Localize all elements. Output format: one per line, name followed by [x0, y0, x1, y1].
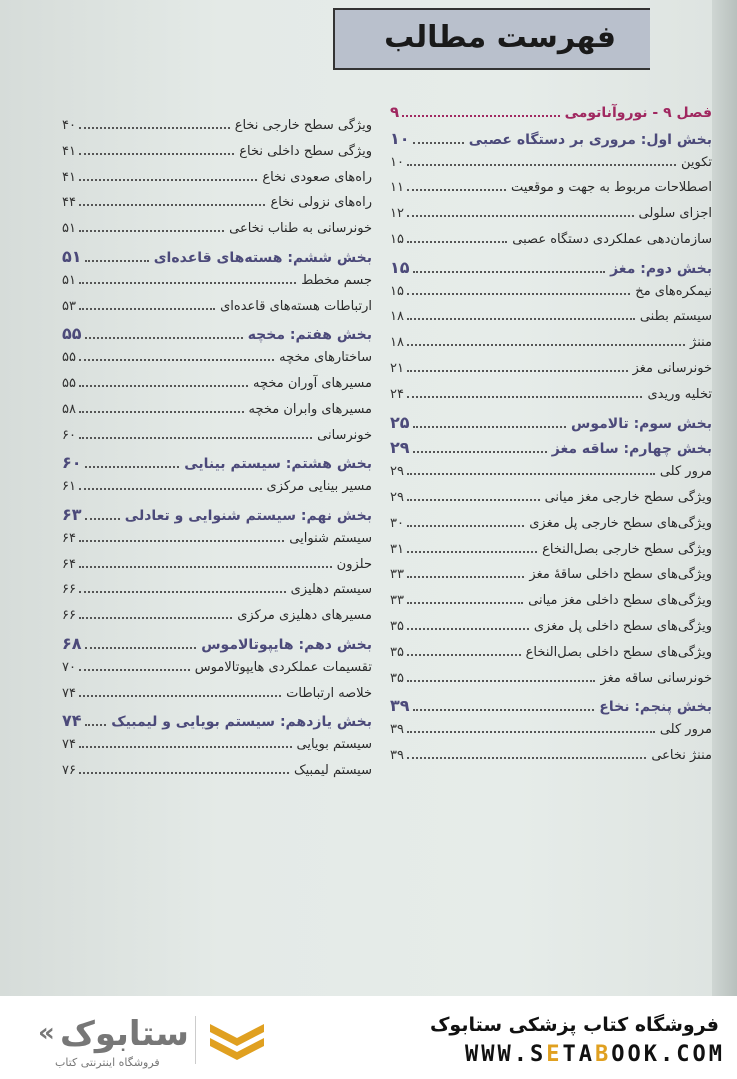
toc-page-number: ۱۲ — [390, 206, 404, 222]
toc-entry-label: مسیرهای دهلیزی مرکزی — [237, 608, 372, 624]
book-spine-shadow — [712, 0, 737, 996]
toc-entry — [390, 361, 712, 376]
leader-dots — [79, 746, 292, 748]
leader-dots — [79, 488, 262, 490]
toc-page-number: ۲۴ — [390, 386, 404, 402]
toc-entry — [62, 170, 372, 185]
leader-dots — [407, 370, 628, 372]
leader-dots — [407, 654, 521, 656]
url-part: OOK.COM — [611, 1042, 725, 1067]
toc-page-number: ۵۳ — [62, 298, 76, 314]
toc-page-number: ۴۱ — [62, 169, 76, 185]
toc-entry — [390, 542, 712, 557]
toc-entry — [62, 557, 372, 572]
toc-entry-label: بخش هفتم: مخچه — [247, 327, 372, 344]
leader-dots — [79, 179, 257, 181]
toc-entry-label: مرور کلی — [659, 464, 712, 480]
toc-entry-label: تخلیه وریدی — [647, 386, 712, 402]
leader-dots — [413, 426, 566, 428]
toc-page-number: ۳۹ — [390, 748, 404, 763]
leader-dots — [85, 724, 107, 726]
toc-page-number: ۲۹ — [390, 490, 404, 505]
toc-entry-label: فصل ۹ - نوروآناتومی — [564, 105, 712, 121]
toc-section-heading — [390, 258, 712, 277]
toc-entry — [62, 118, 372, 133]
toc-entry-label: بخش پنجم: نخاع — [599, 699, 712, 716]
toc-section-heading — [62, 634, 372, 653]
toc-page-number: ۳۵ — [390, 619, 404, 634]
toc-page-number: ۶۸ — [62, 634, 82, 653]
leader-dots — [79, 127, 230, 129]
toc-entry-label: بخش نهم: سیستم شنوایی و تعادلی — [124, 508, 372, 524]
leader-dots — [413, 451, 547, 453]
leader-dots — [413, 271, 606, 273]
toc-entry — [390, 206, 712, 221]
toc-entry-label: تکوین — [680, 154, 712, 170]
leader-dots — [407, 396, 643, 398]
leader-dots — [85, 337, 243, 339]
toc-entry — [62, 402, 372, 417]
toc-entry-label: بخش یازدهم: سیستم بویایی و لیمبیک — [111, 714, 372, 731]
toc-page-number: ۶۶ — [62, 608, 76, 624]
toc-page-number: ۳۳ — [390, 593, 404, 609]
toc-entry — [390, 619, 712, 634]
toc-entry-label: اجزای سلولی — [638, 206, 712, 222]
leader-dots — [407, 602, 523, 604]
toc-section-heading — [62, 247, 372, 266]
toc-section-heading — [390, 129, 712, 148]
leader-dots — [79, 359, 274, 361]
toc-entry-label: خلاصه ارتباطات — [286, 685, 372, 701]
leader-dots — [79, 308, 215, 310]
leader-dots — [79, 591, 286, 593]
toc-entry-label: راه‌های صعودی نخاع — [262, 169, 372, 185]
toc-section-heading — [62, 324, 372, 343]
leader-dots — [79, 617, 232, 619]
toc-page-number: ۵۱ — [62, 221, 76, 237]
store-url[interactable] — [465, 1042, 725, 1067]
toc-entry-label: سیستم شنوایی — [289, 530, 372, 546]
toc-entry-label: بخش سوم: تالاموس — [571, 415, 712, 432]
leader-dots — [407, 164, 676, 166]
toc-entry-label: خونرسانی مغز — [632, 361, 712, 376]
toc-entry — [390, 464, 712, 479]
toc-entry — [390, 645, 712, 660]
leader-dots — [402, 115, 559, 117]
toc-page-number: ۶۴ — [62, 556, 76, 572]
leader-dots — [79, 540, 284, 542]
toc-entry — [62, 428, 372, 443]
leader-dots — [407, 293, 630, 295]
toc-entry — [390, 490, 712, 505]
toc-page-number: ۷۴ — [62, 711, 82, 731]
store-footer — [0, 996, 737, 1079]
toc-entry-label: ویژگی‌های سطح داخلی مغز میانی — [528, 593, 712, 609]
toc-entry-label: مننژ نخاعی — [651, 748, 712, 763]
leader-dots — [407, 731, 655, 733]
leader-dots — [79, 411, 244, 413]
toc-entry — [390, 284, 712, 299]
toc-entry — [62, 479, 372, 494]
toc-entry — [390, 180, 712, 195]
toc-entry — [62, 608, 372, 623]
url-accent-b: B — [595, 1042, 612, 1067]
toc-entry — [62, 350, 372, 365]
toc-entry-label: بخش چهارم: ساقه مغز — [551, 441, 712, 458]
toc-page-number: ۲۵ — [390, 412, 410, 432]
leader-dots — [413, 142, 464, 144]
toc-entry — [390, 387, 712, 402]
toc-page-number: ۲۹ — [390, 464, 404, 480]
toc-chapter-heading — [390, 103, 712, 121]
toc-section-heading — [390, 413, 712, 432]
leader-dots — [413, 709, 595, 711]
page-title: فهرست مطالب — [384, 20, 616, 55]
toc-entry-label: ارتباطات هسته‌های قاعده‌ای — [220, 298, 372, 314]
toc-page-number: ۵۸ — [62, 401, 76, 417]
toc-entry-label: سیستم بویایی — [296, 737, 372, 753]
toc-entry — [390, 722, 712, 737]
toc-entry — [390, 155, 712, 170]
toc-entry-label: سیستم دهلیزی — [290, 582, 372, 598]
toc-page-number: ۳۰ — [390, 515, 404, 531]
leader-dots — [79, 772, 289, 774]
toc-page-number: ۵۱ — [62, 247, 82, 266]
leader-dots — [79, 204, 265, 206]
toc-entry-label: ویژگی‌های سطح خارجی پل مغزی — [529, 515, 712, 531]
toc-page-number: ۵۱ — [62, 272, 76, 288]
leader-dots — [407, 344, 685, 346]
toc-entry — [390, 232, 712, 247]
toc-entry-label: سیستم بطنی — [639, 309, 712, 325]
toc-page-number: ۴۰ — [62, 118, 76, 133]
setabook-logo-icon — [206, 1020, 268, 1064]
toc-entry-label: سازمان‌دهی عملکردی دستگاه عصبی — [512, 232, 712, 247]
url-part: TA — [562, 1042, 596, 1067]
leader-dots — [407, 499, 540, 501]
toc-entry-label: بخش هشتم: سیستم بینایی — [184, 456, 372, 473]
toc-entry-label: بخش دهم: هایپوتالاموس — [201, 637, 372, 653]
toc-page-number: ۳۳ — [390, 567, 404, 583]
leader-dots — [407, 576, 524, 578]
toc-section-heading — [62, 711, 372, 730]
toc-entry-label: ویژگی‌های سطح داخلی ساقهٔ مغز — [529, 567, 712, 583]
logo-wordmark: ستابوک — [60, 1014, 189, 1054]
toc-page-number: ۳۹ — [390, 696, 410, 716]
toc-entry-label: مننژ — [690, 335, 712, 351]
footer-divider — [195, 1016, 196, 1064]
toc-page-number: ۷۴ — [62, 685, 76, 701]
toc-entry — [62, 763, 372, 778]
leader-dots — [85, 466, 180, 468]
leader-dots — [407, 551, 537, 553]
logo-tagline: فروشگاه اینترنتی کتاب — [55, 1056, 160, 1069]
toc-entry — [62, 299, 372, 314]
toc-entry — [62, 221, 372, 236]
toc-page-number: ۱۸ — [390, 335, 404, 351]
toc-entry — [62, 376, 372, 391]
toc-entry — [390, 593, 712, 608]
title-box — [333, 8, 650, 70]
leader-dots — [407, 628, 529, 630]
toc-entry-label: ساختارهای مخچه — [279, 350, 372, 366]
toc-entry-label: مسیرهای وابران مخچه — [248, 401, 372, 417]
leader-dots — [85, 647, 197, 649]
toc-entry-label: خونرسانی — [317, 427, 372, 443]
toc-entry — [390, 309, 712, 324]
toc-page-number: ۶۰ — [62, 427, 76, 443]
toc-entry-label: مسیرهای آوران مخچه — [253, 376, 372, 391]
toc-section-heading — [62, 453, 372, 472]
toc-page-number: ۵۵ — [62, 376, 76, 391]
toc-section-heading — [390, 438, 712, 457]
toc-entry-label: مسیر بینایی مرکزی — [266, 479, 372, 495]
toc-entry-label: تقسیمات عملکردی هایپوتالاموس — [194, 659, 372, 675]
toc-entry — [62, 273, 372, 288]
leader-dots — [79, 230, 224, 232]
toc-entry-label: راه‌های نزولی نخاع — [270, 195, 372, 211]
leader-dots — [79, 437, 312, 439]
toc-page-number: ۱۰ — [390, 154, 404, 170]
toc-entry — [390, 748, 712, 763]
toc-entry — [390, 567, 712, 582]
toc-entry-label: ویژگی سطح خارجی مغز میانی — [544, 490, 712, 505]
toc-page-number: ۳۹ — [390, 722, 404, 738]
toc-page-number: ۷۶ — [62, 763, 76, 778]
leader-dots — [79, 385, 248, 387]
leader-dots — [407, 189, 506, 191]
leader-dots — [407, 215, 634, 217]
toc-entry-label: ویژگی سطح داخلی نخاع — [239, 143, 372, 159]
toc-section-heading — [390, 696, 712, 715]
toc-page-number: ۱۵ — [390, 232, 404, 247]
toc-page-number: ۶۴ — [62, 530, 76, 546]
toc-page-number: ۶۶ — [62, 582, 76, 598]
toc-entry-label: اصطلاحات مربوط به جهت و موقعیت — [511, 180, 712, 196]
leader-dots — [407, 680, 595, 682]
toc-page-number: ۶۱ — [62, 479, 76, 495]
toc-page-number: ۱۰ — [390, 128, 410, 148]
leader-dots — [79, 282, 296, 284]
leader-dots — [407, 473, 655, 475]
leader-dots — [79, 566, 332, 568]
toc-entry-label: ویژگی سطح خارجی بصل‌النخاع — [542, 541, 712, 557]
toc-entry — [62, 531, 372, 546]
toc-entry — [62, 582, 372, 597]
toc-entry — [390, 516, 712, 531]
toc-entry-label: بخش دوم: مغز — [610, 260, 712, 277]
toc-page-number: ۶۰ — [62, 453, 82, 473]
toc-entry-label: ویژگی سطح خارجی نخاع — [234, 118, 372, 133]
toc-page-number: ۷۴ — [62, 737, 76, 753]
store-name: فروشگاه کتاب پزشکی ستابوک — [429, 1014, 719, 1036]
toc-page-number: ۱۱ — [390, 180, 404, 196]
toc-entry-label: سیستم لیمبیک — [294, 763, 372, 778]
toc-entry — [62, 660, 372, 675]
leader-dots — [79, 153, 234, 155]
toc-entry-label: ویژگی‌های سطح داخلی بصل‌النخاع — [525, 644, 712, 660]
toc-entry-label: مرور کلی — [659, 722, 712, 738]
toc-page-number: ۲۱ — [390, 361, 404, 376]
toc-entry — [390, 671, 712, 686]
toc-page-number: ۳۵ — [390, 670, 404, 686]
toc-entry — [62, 144, 372, 159]
toc-page-number: ۷۰ — [62, 659, 76, 675]
leader-dots — [85, 260, 149, 262]
toc-page-number: ۱۵ — [390, 283, 404, 299]
leader-dots — [85, 518, 120, 520]
toc-entry — [390, 335, 712, 350]
toc-entry — [62, 737, 372, 752]
url-part: WWW.S — [465, 1042, 547, 1067]
leader-dots — [407, 241, 507, 243]
toc-entry-label: نیمکره‌های مخ — [635, 283, 712, 299]
toc-page-number: ۶۳ — [62, 505, 82, 524]
url-accent-e: E — [546, 1042, 563, 1067]
toc-entry-label: خونرسانی ساقه مغز — [600, 670, 712, 686]
toc-page-number: ۹ — [390, 103, 400, 121]
toc-page-number: ۳۱ — [390, 541, 404, 557]
toc-entry-label: جسم مخطط — [301, 272, 372, 288]
toc-entry-label: حلزون — [336, 556, 372, 572]
toc-entry-label: خونرسانی به طناب نخاعی — [229, 221, 372, 237]
leader-dots — [407, 757, 646, 759]
toc-page-number: ۵۵ — [62, 324, 82, 344]
toc-page-number: ۲۹ — [390, 438, 410, 458]
double-chevron-icon: « — [38, 1018, 55, 1048]
toc-page-number: ۴۱ — [62, 143, 76, 159]
toc-page-number: ۵۵ — [62, 350, 76, 366]
leader-dots — [79, 695, 281, 697]
toc-entry — [62, 195, 372, 210]
toc-entry-label: بخش ششم: هسته‌های قاعده‌ای — [153, 250, 372, 266]
toc-entry-label: ویژگی‌های سطح داخلی پل مغزی — [533, 619, 712, 634]
toc-page-number: ۴۴ — [62, 195, 76, 211]
toc-page-number: ۱۸ — [390, 309, 404, 325]
toc-section-heading — [62, 505, 372, 524]
leader-dots — [79, 669, 190, 671]
toc-page-number: ۱۵ — [390, 257, 410, 277]
leader-dots — [407, 318, 635, 320]
toc-page-number: ۳۵ — [390, 644, 404, 660]
toc-entry-label: بخش اول: مروری بر دستگاه عصبی — [468, 131, 712, 148]
leader-dots — [407, 525, 524, 527]
toc-entry — [62, 686, 372, 701]
